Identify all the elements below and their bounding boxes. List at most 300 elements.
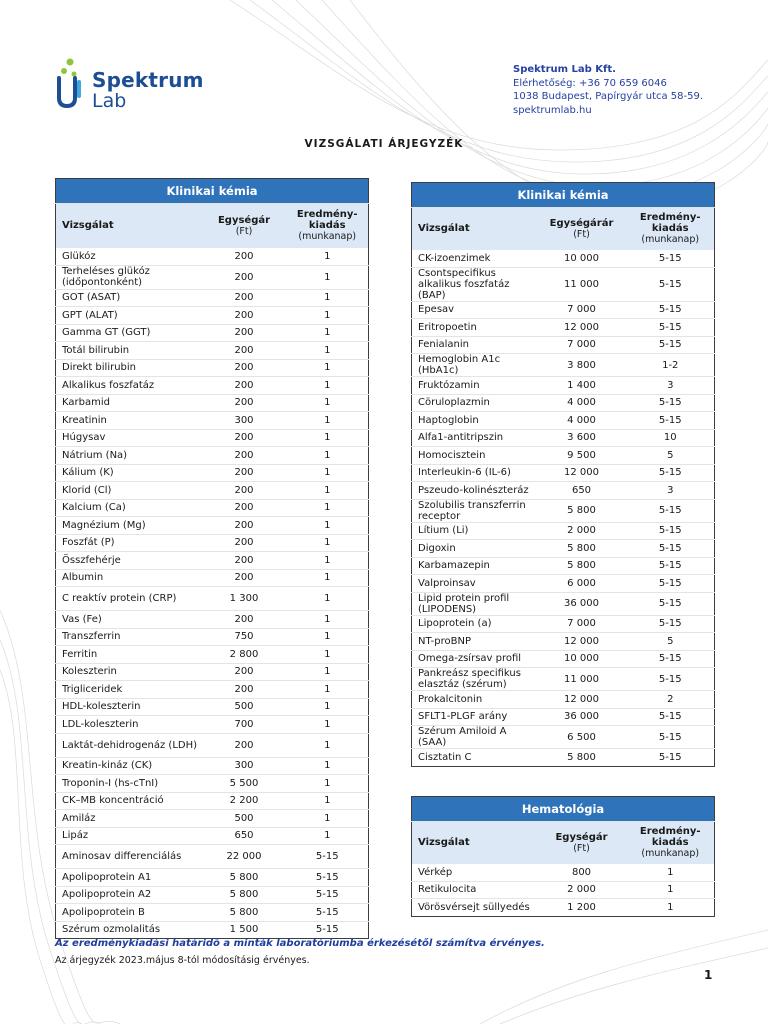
- table-row: [412, 540, 715, 558]
- turnaround-cell: 5-15: [627, 575, 715, 593]
- table-body: [56, 179, 369, 939]
- test-name-cell: Kreatinin: [56, 412, 202, 430]
- test-name-cell: CK–MB koncentráció: [56, 792, 202, 810]
- test-name-cell: Foszfát (P): [56, 534, 202, 552]
- table-row: [56, 552, 369, 570]
- turnaround-cell: 1: [287, 517, 369, 535]
- test-name-cell: Omega-zsírsav profil: [412, 650, 537, 668]
- table-row: [412, 301, 715, 319]
- price-cell: 700: [202, 716, 287, 734]
- price-cell: 1 500: [229, 924, 259, 936]
- column-header-turnaround: [627, 822, 715, 864]
- turnaround-cell: 1: [627, 864, 715, 882]
- table-row: [412, 708, 715, 726]
- logo-name: Spektrum: [92, 68, 204, 92]
- price-cell: 300: [202, 412, 287, 430]
- price-cell: 7 000: [537, 615, 627, 633]
- turnaround-cell: 1: [287, 394, 369, 412]
- column-header-test: Vizsgálat: [412, 822, 537, 864]
- price-cell: 10 000: [537, 650, 627, 668]
- test-name-cell: Alkalikus foszfatáz: [56, 377, 202, 395]
- turnaround-cell: 5-15: [315, 924, 339, 936]
- turnaround-cell: 3: [627, 482, 715, 500]
- test-name-cell: GOT (ASAT): [56, 289, 202, 307]
- price-table-clinical-chemistry-right: [411, 182, 715, 767]
- column-header-price-unit: (Ft): [235, 225, 253, 237]
- table-row: [56, 534, 369, 552]
- column-header-turnaround-label-1: Eredmény-: [296, 209, 358, 221]
- turnaround-cell: 1-2: [627, 354, 715, 377]
- test-name-cell: Terheléses glükóz (időpontonként): [56, 265, 202, 289]
- turnaround-cell: 1: [287, 646, 369, 664]
- turnaround-cell: 5-15: [287, 886, 369, 904]
- turnaround-cell: 1: [287, 757, 369, 775]
- test-name-cell: Glükóz: [56, 248, 202, 266]
- test-name-cell: Csontspecifikus alkalikus foszfatáz (BAP): [412, 267, 537, 301]
- turnaround-cell: 1: [287, 499, 369, 517]
- test-name-cell: SFLT1-PLGF arány: [412, 708, 537, 726]
- table-row: [56, 646, 369, 664]
- test-name-cell: Klorid (Cl): [56, 482, 202, 500]
- test-name-cell: Homocisztein: [412, 447, 537, 465]
- table-caption-row: [412, 797, 715, 822]
- test-name-cell: Karbamazepin: [412, 557, 537, 575]
- table-row: [56, 757, 369, 775]
- turnaround-cell: 5-15: [627, 250, 715, 268]
- test-name-cell: Fruktózamin: [412, 377, 537, 395]
- test-name-cell: Gamma GT (GGT): [56, 324, 202, 342]
- test-name-cell: Lítium (Li): [412, 522, 537, 540]
- price-cell: 200: [202, 534, 287, 552]
- table-row: [412, 394, 715, 412]
- price-cell: 3 800: [537, 354, 627, 377]
- table-row: [56, 464, 369, 482]
- test-name-cell: Apolipoprotein A1: [56, 869, 202, 887]
- turnaround-cell: 5-15: [287, 845, 369, 869]
- price-cell: 10 000: [537, 250, 627, 268]
- turnaround-cell: 10: [627, 429, 715, 447]
- price-cell: 5 500: [202, 775, 287, 793]
- turnaround-cell: 5-15: [627, 540, 715, 558]
- price-cell: 6 500: [537, 726, 627, 749]
- test-name-cell: Fenialanin: [412, 336, 537, 354]
- turnaround-cell: 5-15: [627, 668, 715, 691]
- company-name: Spektrum Lab Kft.: [513, 64, 616, 75]
- test-name-cell: Troponin-I (hs-cTnI): [56, 775, 202, 793]
- table-header-row: [412, 822, 715, 864]
- table-row: [412, 499, 715, 522]
- turnaround-cell: 1: [287, 611, 369, 629]
- test-name-cell: Totál bilirubin: [56, 342, 202, 360]
- table-row: [412, 482, 715, 500]
- price-cell: 200: [202, 552, 287, 570]
- table-row: [56, 663, 369, 681]
- turnaround-cell: 1: [287, 569, 369, 587]
- price-table-hematology: [411, 796, 715, 917]
- column-header-turnaround: [287, 204, 369, 248]
- turnaround-cell: 1: [287, 810, 369, 828]
- price-cell: 5 800: [537, 557, 627, 575]
- table-row: [412, 522, 715, 540]
- contact-phone: Elérhetőség: +36 70 659 6046: [513, 77, 667, 89]
- turnaround-cell: 5-15: [627, 557, 715, 575]
- table-caption: Klinikai kémia: [412, 183, 715, 208]
- table-row: [412, 464, 715, 482]
- test-name-cell: Laktát-dehidrogenáz (LDH): [56, 733, 202, 757]
- test-name-cell: Albumin: [56, 569, 202, 587]
- test-name-cell: Szérum Amiloid A (SAA): [412, 726, 537, 749]
- table-row: [412, 377, 715, 395]
- turnaround-cell: 1: [287, 464, 369, 482]
- column-header-price-label: Egységárár: [549, 217, 614, 229]
- turnaround-cell: 5-15: [627, 615, 715, 633]
- price-cell: 1 300: [202, 587, 287, 611]
- turnaround-cell: 1: [667, 901, 674, 913]
- price-cell: 200: [202, 482, 287, 500]
- price-cell: 200: [202, 377, 287, 395]
- test-name-cell: Cisztatin C: [418, 751, 472, 763]
- turnaround-cell: 1: [287, 792, 369, 810]
- column-header-test: Vizsgálat: [56, 204, 202, 248]
- table-row: [56, 447, 369, 465]
- turnaround-cell: 1: [287, 775, 369, 793]
- price-cell: 500: [202, 698, 287, 716]
- turnaround-cell: 5-15: [627, 336, 715, 354]
- table-caption-row: [56, 179, 369, 204]
- test-name-cell: Valproinsav: [412, 575, 537, 593]
- column-header-turnaround-label-1: Eredmény-: [639, 212, 701, 224]
- validity-note: Az árjegyzék 2023.május 8-tól módosításig érvényes.: [55, 955, 310, 966]
- table-row: [56, 265, 369, 289]
- table-row: [412, 668, 715, 691]
- test-name-cell: Amiláz: [56, 810, 202, 828]
- test-name-cell: Összfehérje: [56, 552, 202, 570]
- price-cell: 200: [202, 359, 287, 377]
- test-name-cell: Húgysav: [56, 429, 202, 447]
- price-cell: 36 000: [537, 592, 627, 615]
- table-row: [56, 698, 369, 716]
- turnaround-cell: 5-15: [627, 301, 715, 319]
- turnaround-cell: 1: [287, 412, 369, 430]
- column-header-turnaround-label-2: kiadás: [651, 837, 689, 849]
- test-name-cell: Hemoglobin A1c (HbA1c): [412, 354, 537, 377]
- company-website[interactable]: spektrumlab.hu: [513, 104, 592, 116]
- table-row: [56, 904, 369, 922]
- table-row: [412, 319, 715, 337]
- test-name-cell: Aminosav differenciálás: [56, 845, 202, 869]
- table-row: [412, 267, 715, 301]
- turnaround-cell: 5-15: [627, 708, 715, 726]
- price-cell: 200: [202, 342, 287, 360]
- table-row: [412, 615, 715, 633]
- test-name-cell: Interleukin-6 (IL-6): [412, 464, 537, 482]
- price-cell: 2 800: [202, 646, 287, 664]
- column-header-turnaround-label-2: kiadás: [651, 223, 689, 235]
- price-cell: 1 400: [537, 377, 627, 395]
- turnaround-cell: 5: [627, 447, 715, 465]
- price-cell: 800: [537, 864, 627, 882]
- test-name-cell: Eritropoetin: [412, 319, 537, 337]
- test-name-cell: Direkt bilirubin: [56, 359, 202, 377]
- test-name-cell: Karbamid: [56, 394, 202, 412]
- turnaround-cell: 1: [287, 552, 369, 570]
- turnaround-cell: 1: [287, 827, 369, 845]
- table-row: [412, 557, 715, 575]
- column-header-turnaround-unit: (munkanap): [641, 848, 700, 860]
- turnaround-cell: 1: [287, 324, 369, 342]
- test-name-cell: Retikulocita: [412, 881, 537, 899]
- table-row: [56, 248, 369, 266]
- price-cell: 200: [202, 733, 287, 757]
- table-row: [412, 575, 715, 593]
- table-row: [56, 499, 369, 517]
- table-row: [412, 354, 715, 377]
- table-row: [56, 289, 369, 307]
- price-cell: 1 200: [567, 901, 596, 913]
- test-name-cell: Epesav: [412, 301, 537, 319]
- turnaround-cell: 5-15: [658, 751, 682, 763]
- column-header-turnaround-label-2: kiadás: [308, 220, 346, 232]
- table-row: [56, 681, 369, 699]
- test-name-cell: Vas (Fe): [56, 611, 202, 629]
- test-name-cell: Pszeudo-kolinészteráz: [412, 482, 537, 500]
- turnaround-cell: 1: [287, 342, 369, 360]
- table-row: [412, 447, 715, 465]
- table-row: [56, 429, 369, 447]
- price-cell: 500: [202, 810, 287, 828]
- turnaround-cell: 1: [287, 359, 369, 377]
- test-name-cell: Vörösvérsejt süllyedés: [418, 901, 530, 913]
- turnaround-cell: 1: [287, 663, 369, 681]
- test-name-cell: Kalcium (Ca): [56, 499, 202, 517]
- table-row: [56, 359, 369, 377]
- test-name-cell: LDL-koleszterin: [56, 716, 202, 734]
- turnaround-cell: 1: [287, 534, 369, 552]
- price-cell: 5 800: [567, 751, 596, 763]
- price-cell: 200: [202, 464, 287, 482]
- turnaround-cell: 1: [287, 681, 369, 699]
- column-header-price-label: Egységár: [555, 831, 608, 843]
- table-row: [412, 691, 715, 709]
- test-name-cell: Transzferrin: [56, 628, 202, 646]
- spektrum-lab-logo: [54, 56, 204, 112]
- test-name-cell: Kálium (K): [56, 464, 202, 482]
- test-name-cell: Koleszterin: [56, 663, 202, 681]
- test-name-cell: Lipoprotein (a): [412, 615, 537, 633]
- table-row: [412, 650, 715, 668]
- turnaround-cell: 5-15: [627, 267, 715, 301]
- test-name-cell: C reaktív protein (CRP): [56, 587, 202, 611]
- price-cell: 12 000: [537, 464, 627, 482]
- price-cell: 300: [202, 757, 287, 775]
- test-name-cell: NT-proBNP: [412, 633, 537, 651]
- price-cell: 11 000: [537, 267, 627, 301]
- price-cell: 200: [202, 499, 287, 517]
- table-row: [56, 628, 369, 646]
- price-cell: 200: [202, 611, 287, 629]
- test-name-cell: Kreatin-kináz (CK): [56, 757, 202, 775]
- table-row: [56, 792, 369, 810]
- turnaround-cell: 1: [287, 733, 369, 757]
- turnaround-cell: 1: [287, 429, 369, 447]
- table-row: [412, 864, 715, 882]
- test-name-cell: Vérkép: [412, 864, 537, 882]
- turnaround-cell: 1: [287, 265, 369, 289]
- turnaround-cell: 1: [287, 447, 369, 465]
- test-name-cell: HDL-koleszterin: [56, 698, 202, 716]
- table-row: [56, 394, 369, 412]
- column-header-price: [537, 208, 627, 250]
- price-cell: 750: [202, 628, 287, 646]
- price-cell: 200: [202, 289, 287, 307]
- price-cell: 2 000: [537, 881, 627, 899]
- page-title: VIZSGÁLATI ÁRJEGYZÉK: [304, 138, 464, 150]
- price-cell: 2 000: [537, 522, 627, 540]
- column-header-price: [202, 204, 287, 248]
- table-row: [56, 324, 369, 342]
- turnaround-cell: 1: [287, 482, 369, 500]
- turnaround-cell: 1: [287, 377, 369, 395]
- turnaround-cell: 5-15: [627, 592, 715, 615]
- price-cell: 7 000: [537, 301, 627, 319]
- price-cell: 650: [537, 482, 627, 500]
- price-cell: 4 000: [537, 412, 627, 430]
- test-name-cell: Alfa1-antitripszin: [412, 429, 537, 447]
- table-row: [412, 592, 715, 615]
- price-cell: 4 000: [537, 394, 627, 412]
- table-header-row: [56, 204, 369, 248]
- price-cell: 5 800: [537, 540, 627, 558]
- table-row: [412, 412, 715, 430]
- turnaround-cell: 5-15: [627, 412, 715, 430]
- company-contact: [513, 63, 703, 117]
- turnaround-cell: 1: [287, 628, 369, 646]
- turnaround-cell: 5-15: [627, 650, 715, 668]
- turnaround-cell: 5: [627, 633, 715, 651]
- test-name-cell: Szérum ozmolalitás: [62, 924, 161, 936]
- table-row: [56, 845, 369, 869]
- table-row: [56, 775, 369, 793]
- price-cell: 200: [202, 569, 287, 587]
- turnaround-cell: 1: [287, 716, 369, 734]
- column-header-turnaround-unit: (munkanap): [641, 234, 700, 246]
- test-name-cell: Ferritin: [56, 646, 202, 664]
- turnaround-cell: 1: [287, 698, 369, 716]
- test-name-cell: Trigliceridek: [56, 681, 202, 699]
- flask-logo-icon: [54, 56, 92, 112]
- table-row: [56, 342, 369, 360]
- price-table-clinical-chemistry-left: [55, 178, 369, 939]
- turnaround-cell: 1: [287, 587, 369, 611]
- turnaround-cell: 5-15: [287, 904, 369, 922]
- test-name-cell: Haptoglobin: [412, 412, 537, 430]
- price-cell: 200: [202, 248, 287, 266]
- table-row: [412, 336, 715, 354]
- column-header-price-unit: (Ft): [573, 228, 590, 240]
- price-cell: 5 800: [202, 886, 287, 904]
- table-body: [412, 797, 715, 917]
- table-body: [412, 183, 715, 767]
- turnaround-cell: 5-15: [627, 394, 715, 412]
- table-row: [56, 587, 369, 611]
- price-cell: 7 000: [537, 336, 627, 354]
- turnaround-cell: 5-15: [627, 726, 715, 749]
- column-header-price-unit: (Ft): [573, 842, 590, 854]
- test-name-cell: Pankreász specifikus elasztáz (szérum): [412, 668, 537, 691]
- turnaround-cell: 5-15: [627, 499, 715, 522]
- turnaround-cell: 1: [287, 307, 369, 325]
- price-cell: 5 800: [537, 499, 627, 522]
- test-name-cell: Apolipoprotein A2: [56, 886, 202, 904]
- column-header-price: [537, 822, 627, 864]
- table-row: [56, 611, 369, 629]
- test-name-cell: Prokalcitonin: [412, 691, 537, 709]
- table-caption: Hematológia: [412, 797, 715, 822]
- test-name-cell: Digoxin: [412, 540, 537, 558]
- column-header-turnaround-label-1: Eredmény-: [639, 826, 701, 838]
- table-row: [412, 749, 715, 767]
- turnaround-cell: 2: [627, 691, 715, 709]
- table-row: [412, 726, 715, 749]
- logo-sub: Lab: [92, 90, 127, 112]
- table-row: [412, 250, 715, 268]
- turnaround-cell: 5-15: [627, 319, 715, 337]
- table-row: [56, 869, 369, 887]
- table-row: [56, 716, 369, 734]
- price-cell: 200: [202, 681, 287, 699]
- table-row: [56, 733, 369, 757]
- test-name-cell: Cöruloplazmin: [412, 394, 537, 412]
- test-name-cell: CK-izoenzimek: [412, 250, 537, 268]
- turnaround-cell: 5-15: [627, 522, 715, 540]
- test-name-cell: GPT (ALAT): [56, 307, 202, 325]
- table-row: [56, 307, 369, 325]
- table-row: [412, 881, 715, 899]
- price-cell: 12 000: [537, 319, 627, 337]
- price-cell: 200: [202, 394, 287, 412]
- page-number: 1: [704, 968, 713, 982]
- price-cell: 200: [202, 429, 287, 447]
- table-row: [56, 517, 369, 535]
- turnaround-cell: 5-15: [627, 464, 715, 482]
- price-cell: 200: [202, 447, 287, 465]
- price-cell: 650: [202, 827, 287, 845]
- turnaround-cell: 5-15: [287, 869, 369, 887]
- test-name-cell: Magnézium (Mg): [56, 517, 202, 535]
- turnaround-cell: 1: [287, 248, 369, 266]
- table-row: [56, 921, 369, 939]
- column-header-turnaround: [627, 208, 715, 250]
- table-caption: Klinikai kémia: [56, 179, 369, 204]
- price-cell: 2 200: [202, 792, 287, 810]
- price-cell: 12 000: [537, 691, 627, 709]
- table-row: [56, 886, 369, 904]
- price-cell: 36 000: [537, 708, 627, 726]
- test-name-cell: Lipid protein profil (LIPODENS): [412, 592, 537, 615]
- table-row: [56, 810, 369, 828]
- price-cell: 200: [202, 517, 287, 535]
- table-row: [56, 569, 369, 587]
- table-row: [56, 377, 369, 395]
- table-row: [56, 482, 369, 500]
- price-cell: 22 000: [202, 845, 287, 869]
- table-row: [56, 827, 369, 845]
- price-cell: 200: [202, 324, 287, 342]
- price-cell: 5 800: [202, 869, 287, 887]
- price-cell: 200: [202, 265, 287, 289]
- price-cell: 200: [202, 663, 287, 681]
- test-name-cell: Nátrium (Na): [56, 447, 202, 465]
